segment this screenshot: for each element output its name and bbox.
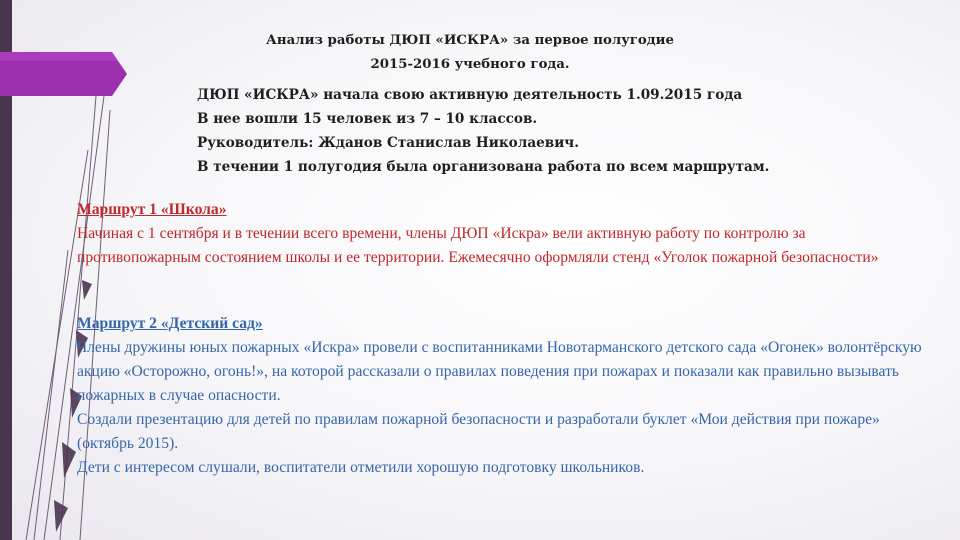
intro-block [197, 83, 769, 179]
intro-line: В нее вошли 15 человек из 7 – 10 классов. [197, 111, 538, 127]
slide-title-line: 2015-2016 учебного года. [370, 57, 570, 72]
intro-line: Руководитель: Жданов Станислав Николаевич. [197, 135, 579, 151]
route2-heading: Маршрут 2 «Детский сад» [77, 315, 263, 332]
route1-text: Начиная с 1 сентября и в течении всего времени, члены ДЮП «Искра» вели активную работу по контролю за противопожарным состоянием школы и ее территории. Ежемесячно оформляли стенд «Уголок пожарной безопасности» [77, 225, 879, 266]
route2-paragraph: Члены дружины юных пожарных «Искра» провели с воспитанниками Новотарманского детского сада «Огонек» волонтёрскую акцию «Осторожно, огонь!», на которой рассказали о правилах поведения при пожарах и показали как правильно вызывать пожарных в случае опасности. [77, 339, 922, 404]
route2-paragraph: Дети с интересом слушали, воспитатели отметили хорошую подготовку школьников. [77, 459, 645, 476]
slide-title [160, 29, 780, 77]
route1-heading: Маршрут 1 «Школа» [77, 201, 227, 218]
intro-line: В течении 1 полугодия была организована работа по всем маршрутам. [197, 159, 770, 175]
route2-paragraph: Создали презентацию для детей по правилам пожарной безопасности и разработали буклет «Мои действия при пожаре» (октябрь 2015). [77, 411, 880, 452]
slide-title-line: Анализ работы ДЮП «ИСКРА» за первое полугодие [266, 33, 674, 48]
purple-arrow-highlight [0, 52, 118, 61]
route1-section [77, 198, 927, 270]
route2-section [77, 312, 927, 480]
intro-line: ДЮП «ИСКРА» начала свою активную деятельность 1.09.2015 года [197, 87, 743, 103]
